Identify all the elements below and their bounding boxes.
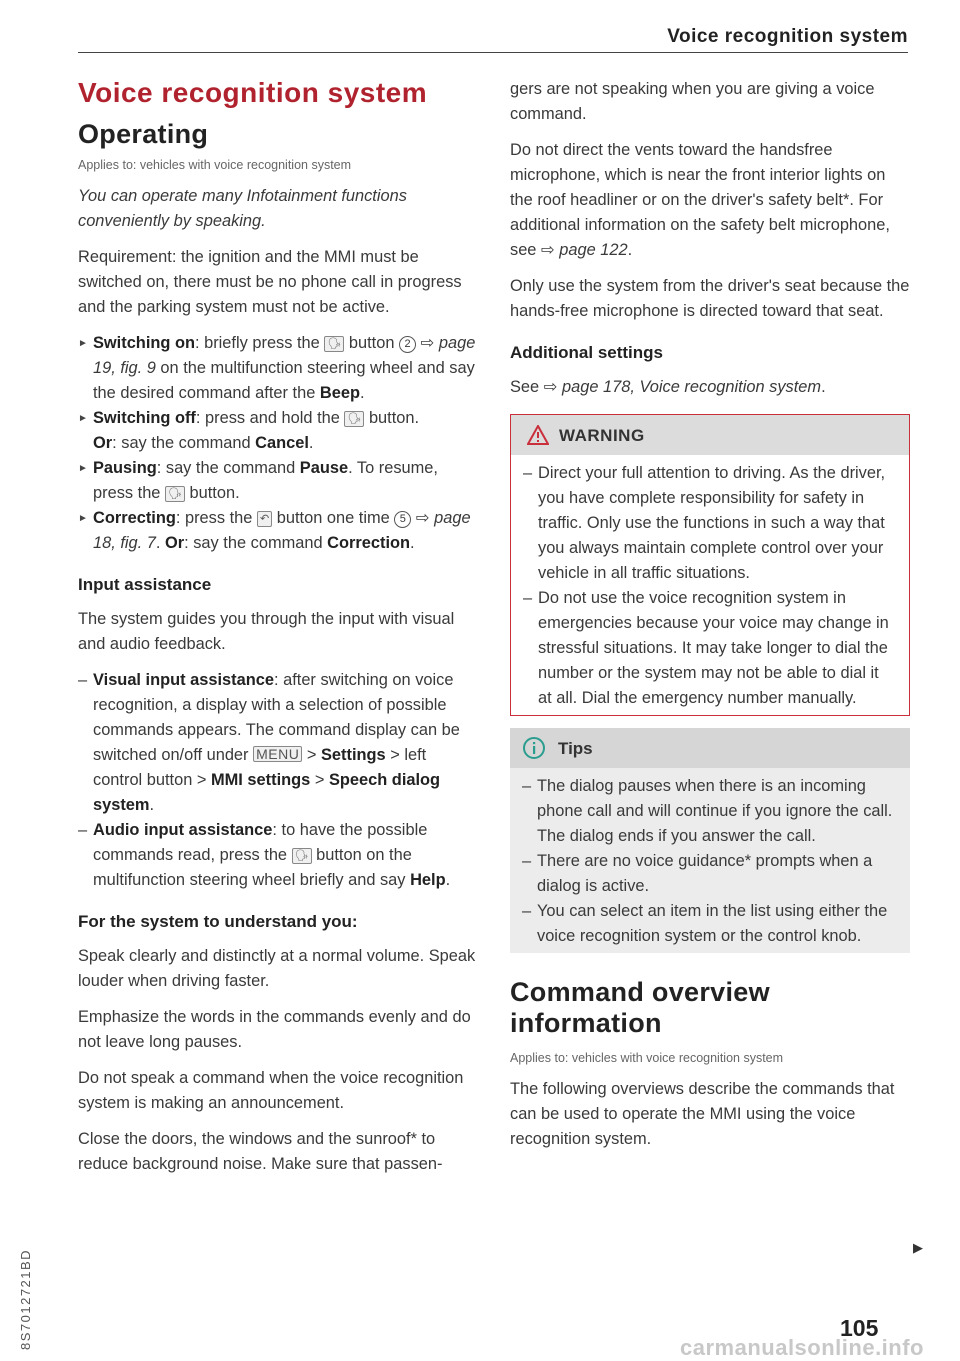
voice-button-icon: 🗣 xyxy=(344,411,364,427)
info-icon xyxy=(522,736,546,760)
voice-button-icon: 🗣 xyxy=(292,848,312,864)
running-title: Voice recognition system xyxy=(667,26,908,47)
audio-input-item: – Audio input assistance: to have the possible commands read, press the 🗣 button on the multifunction steering wheel briefly and say Help. xyxy=(78,818,478,893)
back-button-icon: ↶ xyxy=(257,511,272,527)
warning-title: WARNING xyxy=(559,425,645,445)
header-rule xyxy=(78,52,908,53)
paragraph: gers are not speaking when you are giving a voice command. xyxy=(510,80,875,123)
section-title: Operating xyxy=(78,119,209,149)
chapter-title: Voice recognition system xyxy=(78,77,428,108)
left-column xyxy=(78,72,478,1188)
watermark: carmanualsonline.info xyxy=(680,1335,924,1360)
menu-button-label: MENU xyxy=(253,746,302,762)
step-pausing: ► Pausing: say the command Pause. To resume, press the 🗣 button. xyxy=(78,456,478,506)
document-code: 8S7012721BD xyxy=(18,1248,33,1350)
requirement-text: Requirement: the ignition and the MMI must be switched on, there must be no phone call in progress and the parking system must not be active. xyxy=(78,248,462,316)
paragraph: Speak clearly and distinctly at a normal volume. Speak louder when driving faster. xyxy=(78,947,476,990)
callout-number: 2 xyxy=(399,336,416,353)
paragraph: Do not speak a command when the voice recognition system is making an announcement. xyxy=(78,1069,464,1112)
paragraph: The following overviews describe the commands that can be used to operate the MMI using the voice recognition system. xyxy=(510,1080,895,1148)
warning-box xyxy=(510,414,910,716)
paragraph: Close the doors, the windows and the sunroof* to reduce background noise. Make sure that passen- xyxy=(78,1130,443,1173)
continue-arrow-icon: ▶ xyxy=(913,1240,923,1255)
warning-item: – Do not use the voice recognition system in emergencies because your voice may change in stressful situations. It may take longer to dial the number or the system may not be able to dial it at all. Dial the emergency number manually. xyxy=(523,586,893,711)
cross-reference-link[interactable]: ⇨ page 122 xyxy=(540,241,628,259)
cross-reference-link[interactable]: ⇨ page 178, Voice recognition system xyxy=(543,378,822,396)
tips-header xyxy=(510,728,910,768)
tip-item: – There are no voice guidance* prompts when a dialog is active. xyxy=(522,849,898,899)
warning-triangle-icon xyxy=(527,425,549,445)
page-number: 105 xyxy=(840,1315,879,1341)
command-overview-title: Command overview information xyxy=(510,977,770,1038)
visual-input-item: – Visual input assistance: after switching on voice recognition, a display with a selection of possible commands appears. The command display can be switched on/off under MENU > Settings > left control button > MMI settings > Speech dialog system. xyxy=(78,668,478,818)
tips-box xyxy=(510,728,910,953)
tips-body xyxy=(510,768,910,953)
applies-to: Applies to: vehicles with voice recognition system xyxy=(510,1051,784,1065)
paragraph: Do not direct the vents toward the handsfree microphone, which is near the front interior lights on the roof headliner or on the driver's safety belt*. For additional information on the safety belt microphone, see ⇨ page 122. xyxy=(510,141,890,259)
step-switching-on: ► Switching on: briefly press the 🗣 button 2 ⇨ page 19, fig. 9 on the multifunction steering wheel and say the desired command after the Beep. xyxy=(78,331,478,406)
tip-item: – You can select an item in the list using either the voice recognition system or the control knob. xyxy=(522,899,898,949)
voice-button-icon: 🗣 xyxy=(165,486,185,502)
voice-button-icon: 🗣 xyxy=(324,336,344,352)
warning-header xyxy=(511,415,909,455)
paragraph: Emphasize the words in the commands evenly and do not leave long pauses. xyxy=(78,1008,471,1051)
callout-number: 5 xyxy=(394,511,411,528)
input-assistance-text: The system guides you through the input with visual and audio feedback. xyxy=(78,610,455,653)
paragraph: See ⇨ page 178, Voice recognition system. xyxy=(510,378,826,396)
input-assistance-heading: Input assistance xyxy=(78,575,212,594)
warning-body xyxy=(511,455,909,715)
cross-reference-link[interactable]: ⇨ page 18, fig. 7 xyxy=(93,509,471,552)
tips-title: Tips xyxy=(558,738,593,758)
step-switching-off: ► Switching off: press and hold the 🗣 button. Or: say the command Cancel. xyxy=(78,406,478,456)
paragraph: Only use the system from the driver's seat because the hands-free microphone is directed toward that seat. xyxy=(510,277,910,320)
right-column xyxy=(510,77,910,1163)
cross-reference-link[interactable]: ⇨ page 19, fig. 9 xyxy=(93,334,476,377)
tip-item: – The dialog pauses when there is an incoming phone call and will continue if you ignore the call. The dialog ends if you answer the call. xyxy=(522,774,898,849)
applies-to: Applies to: vehicles with voice recognition system xyxy=(78,158,352,172)
understand-heading: For the system to understand you: xyxy=(78,912,358,931)
step-correcting: ► Correcting: press the ↶ button one time 5 ⇨ page 18, fig. 7. Or: say the command Correction. xyxy=(78,506,478,556)
intro-text: You can operate many Infotainment functions conveniently by speaking. xyxy=(78,187,407,230)
additional-settings-heading: Additional settings xyxy=(510,343,663,362)
warning-item: – Direct your full attention to driving. As the driver, you have complete responsibility for safety in traffic. Only use the functions in such a way that you always maintain complete control over your vehicle in all traffic situations. xyxy=(523,461,893,586)
